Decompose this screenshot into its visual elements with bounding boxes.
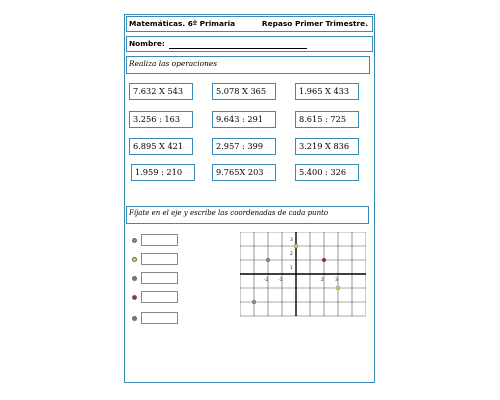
header-bar <box>126 16 373 32</box>
grid-point <box>322 258 326 262</box>
operation-box <box>129 111 193 128</box>
operation-box <box>295 83 359 100</box>
name-label: Nombre: <box>129 39 165 48</box>
operation-box <box>131 164 195 181</box>
answer-point-dot <box>132 316 137 321</box>
operation-text: 1.959 : 210 <box>135 167 183 177</box>
operation-text: 8.615 : 725 <box>299 114 347 124</box>
operations-instruction-box <box>126 56 370 74</box>
y-tick-label: 1 <box>290 266 293 271</box>
operation-text: 9.765X 203 <box>216 167 264 177</box>
x-tick-label: -1 <box>278 278 283 283</box>
grid-point <box>294 244 298 248</box>
operation-box <box>129 83 193 100</box>
review-title: Repaso Primer Trimestre. <box>261 19 368 28</box>
grid-point <box>252 300 256 304</box>
coordinates-instruction: Fíjate en el eje y escribe las coordenadas de cada punto <box>129 209 329 217</box>
answer-box[interactable] <box>141 253 178 265</box>
name-bar <box>126 36 373 52</box>
operation-text: 9.643 : 291 <box>216 114 264 124</box>
operation-box <box>212 111 276 128</box>
operation-box <box>129 138 193 155</box>
answer-point-dot <box>132 295 137 300</box>
answer-point-dot <box>132 276 137 281</box>
operation-box <box>212 83 276 100</box>
operation-text: 3.219 X 836 <box>299 141 350 151</box>
answer-point-dot <box>132 257 137 262</box>
operation-box <box>295 111 359 128</box>
y-tick-label: 3 <box>290 238 293 243</box>
name-line[interactable] <box>169 48 307 49</box>
operation-text: 5.400 : 326 <box>299 167 347 177</box>
operation-text: 6.895 X 421 <box>133 141 184 151</box>
operation-text: 5.078 X 365 <box>216 86 267 96</box>
answer-box[interactable] <box>141 312 178 324</box>
operation-text: 3.256 : 163 <box>133 114 181 124</box>
subject-title: Matemáticas. 6º Primaria <box>129 19 236 28</box>
answer-box[interactable] <box>141 291 178 303</box>
operation-box <box>295 138 359 155</box>
x-tick-label: -2 <box>264 278 269 283</box>
coordinate-grid <box>240 232 366 324</box>
operation-box <box>212 164 276 181</box>
operation-box <box>295 164 359 181</box>
answer-point-dot <box>132 238 137 243</box>
operation-text: 1.965 X 433 <box>299 86 350 96</box>
operation-box <box>212 138 276 155</box>
answer-box[interactable] <box>141 272 178 284</box>
grid-point <box>266 258 270 262</box>
x-tick-label: 3 <box>335 278 338 283</box>
coordinates-instruction-box <box>126 206 369 224</box>
operations-instruction: Realiza las operaciones <box>129 59 218 68</box>
grid-point <box>336 286 340 290</box>
x-tick-label: 2 <box>321 278 324 283</box>
y-tick-label: 2 <box>290 252 293 257</box>
operation-text: 7.632 X 543 <box>133 86 184 96</box>
answer-box[interactable] <box>141 234 178 246</box>
operation-text: 2.957 : 399 <box>216 141 264 151</box>
